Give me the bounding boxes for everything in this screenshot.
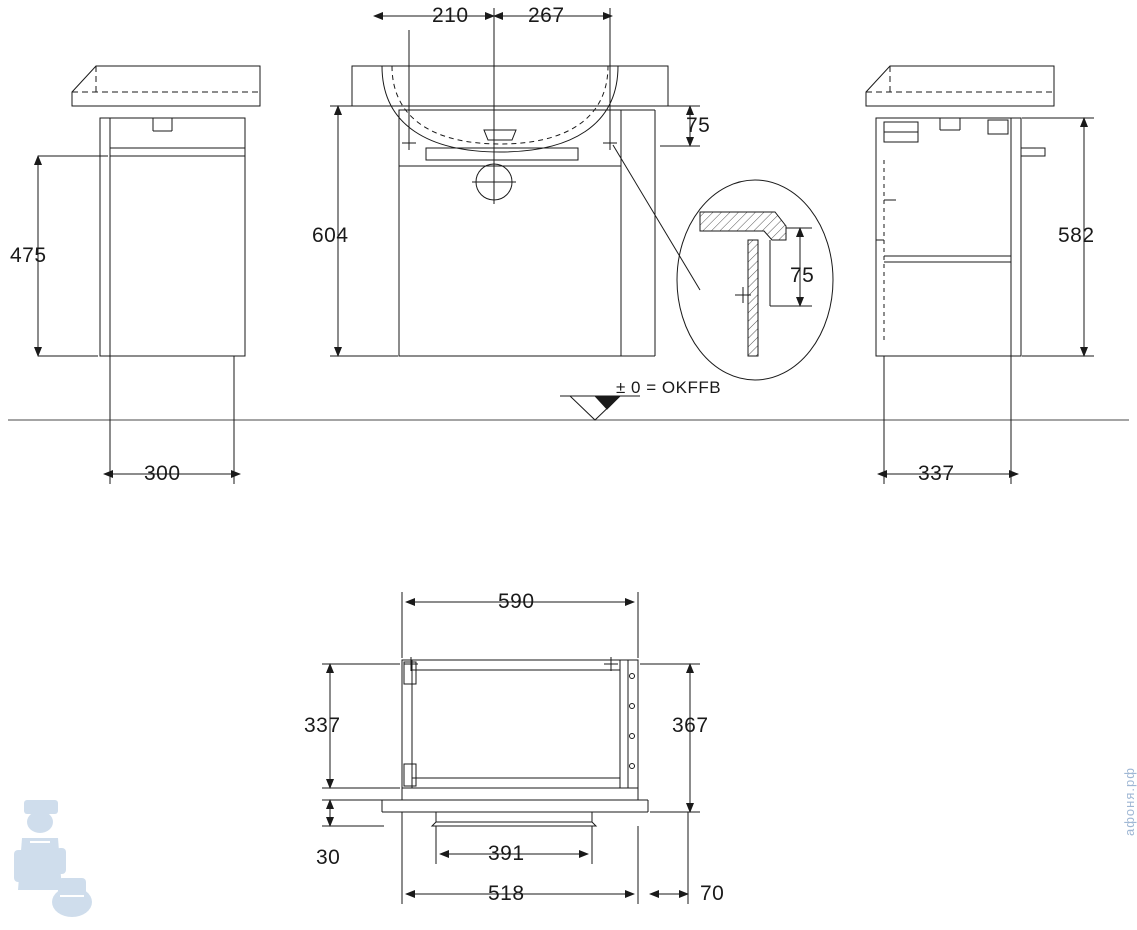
dimension-label-582: 582 xyxy=(1058,224,1095,247)
dimension-label-30: 30 xyxy=(316,846,341,869)
left-side-elevation xyxy=(72,66,260,420)
dimension-label-75-front: 75 xyxy=(686,114,711,137)
dimension-label-337-plan: 337 xyxy=(304,714,341,737)
datum-note-label: ± 0 = OKFFB xyxy=(616,378,722,397)
dimension-label-391: 391 xyxy=(488,842,525,865)
dimension-210 xyxy=(374,8,494,186)
watermark-logo xyxy=(14,800,92,917)
dimension-70 xyxy=(650,812,688,904)
dimension-label-300: 300 xyxy=(144,462,181,485)
front-elevation xyxy=(352,66,668,356)
dimension-label-267: 267 xyxy=(528,4,565,27)
plan-view xyxy=(382,657,648,826)
dimension-label-337-right: 337 xyxy=(918,462,955,485)
dimension-label-70: 70 xyxy=(700,882,725,905)
dimension-label-518: 518 xyxy=(488,882,525,905)
detail-leader-line xyxy=(613,145,700,290)
dimension-label-210: 210 xyxy=(432,4,469,27)
dimension-367 xyxy=(640,664,700,812)
datum-symbol xyxy=(560,396,640,420)
dimension-label-590: 590 xyxy=(498,590,535,613)
right-side-elevation xyxy=(866,66,1054,420)
dimension-label-475: 475 xyxy=(10,244,47,267)
dimension-30 xyxy=(322,800,384,826)
dimension-475 xyxy=(38,156,108,356)
dimension-label-75-detail: 75 xyxy=(790,264,815,287)
watermark-text: афоня.рф xyxy=(1122,767,1137,836)
dimension-label-367: 367 xyxy=(672,714,709,737)
dimension-label-604: 604 xyxy=(312,224,349,247)
